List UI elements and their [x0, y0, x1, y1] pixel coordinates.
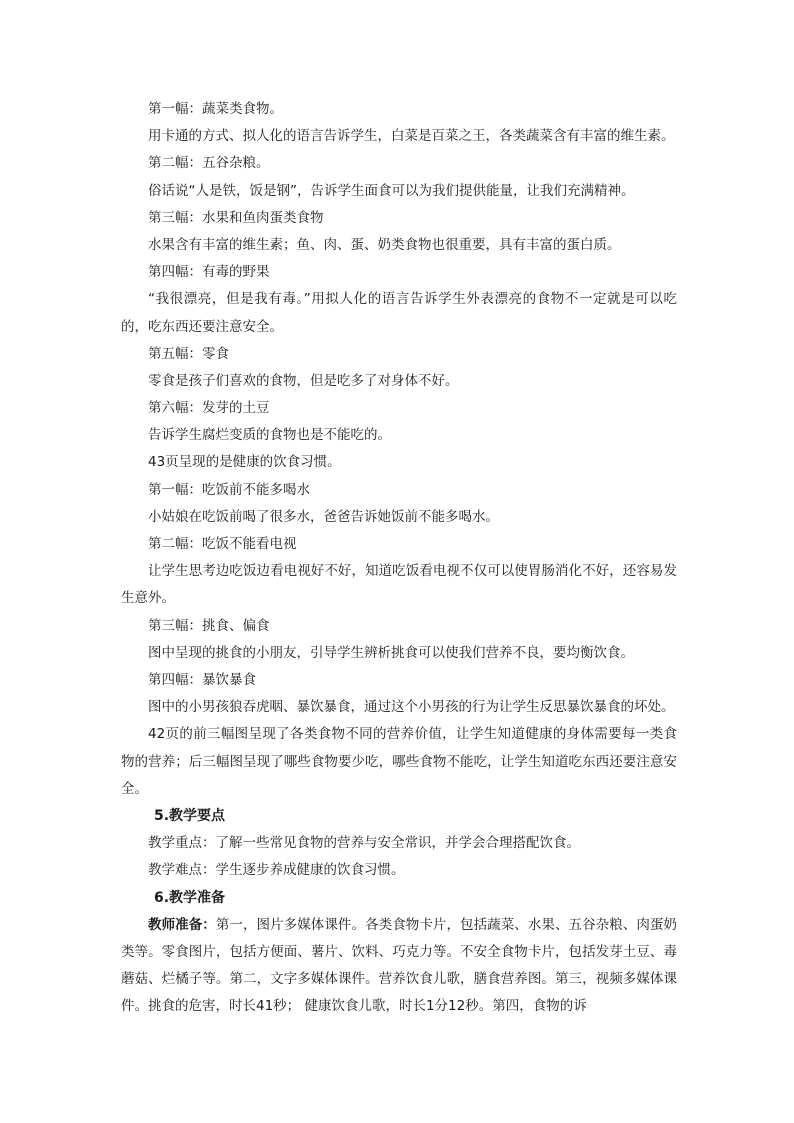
paragraph-wrapped: 42页的前三幅图呈现了各类食物不同的营养价值，让学生知道健康的身体需要每一类食物的营养；后三幅图呈现了哪些食物要少吃，哪些食物不能吃，让学生知道吃东西还要注意安全。 — [121, 726, 677, 797]
section-heading: 6.教学准备 — [154, 889, 226, 906]
paragraph-line: 第五幅：零食 — [148, 345, 229, 362]
paragraph-wrapped: “我很漂亮，但是我有毒。”用拟人化的语言告诉学生外表漂亮的食物不一定就是可以吃的，吃东西还要注意安全。 — [121, 291, 677, 335]
document-body — [121, 96, 677, 1021]
paragraph-line: 水果含有丰富的维生素；鱼、肉、蛋、奶类食物也很重要，具有丰富的蛋白质。 — [148, 236, 621, 253]
teacher-prep-label: 教师准备： — [148, 916, 216, 933]
paragraph-line: 第一幅：吃饭前不能多喝水 — [148, 481, 310, 498]
paragraph-line: 第一幅：蔬菜类食物。 — [148, 101, 283, 117]
paragraph-line: 教学难点：学生逐步养成健康的饮食习惯。 — [148, 862, 405, 879]
paragraph-line: 第四幅：暴饮暴食 — [148, 672, 256, 688]
paragraph-line: 第三幅：水果和鱼肉蛋类食物 — [148, 209, 324, 226]
paragraph-line: 俗话说“人是铁，饭是钢”，告诉学生面食可以为我们提供能量，让我们充满精神。 — [148, 182, 635, 199]
paragraph-line: 第二幅：吃饭不能看电视 — [148, 536, 297, 553]
teacher-prep-text: 第一，图片多媒体课件。各类食物卡片，包括蔬菜、水果、五谷杂粮、肉蛋奶类等。零食图片，包括方便面、薯片、饮料、巧克力等。不安全食物卡片，包括发芽土豆、毒蘑菇、烂橘子等。第二，文字多媒体课件。营养饮食儿歌，膳食营养图。第三，视频多媒体课件。挑食的危害，时长41秒； 健康饮食儿歌，时长1分12秒。第四，食物的诉 — [121, 916, 678, 1015]
paragraph-line: 零食是孩子们喜欢的食物，但是吃多了对身体不好。 — [148, 372, 459, 389]
paragraph-wrapped — [121, 912, 677, 1021]
paragraph-line: 图中呈现的挑食的小朋友，引导学生辨析挑食可以使我们营养不良，要均衡饮食。 — [148, 644, 634, 661]
paragraph-line: 图中的小男孩狼吞虎咽、暴饮暴食，通过这个小男孩的行为让学生反思暴饮暴食的坏处。 — [148, 699, 675, 716]
paragraph-line: 第六幅：发芽的土豆 — [148, 400, 270, 417]
paragraph-line: 教学重点：了解一些常见食物的营养与安全常识，并学会合理搭配饮食。 — [148, 835, 580, 852]
paragraph-line: 小姑娘在吃饭前喝了很多水，爸爸告诉她饭前不能多喝水。 — [148, 508, 499, 525]
paragraph-line: 第三幅：挑食、偏食 — [148, 617, 270, 634]
section-heading: 5.教学要点 — [154, 807, 226, 824]
paragraph-wrapped: 让学生思考边吃饭边看电视好不好，知道吃饭看电视不仅可以使胃肠消化不好，还容易发生意外。 — [121, 563, 677, 607]
paragraph-line: 第二幅：五谷杂粮。 — [148, 155, 270, 172]
paragraph-line: 43页呈现的是健康的饮食习惯。 — [148, 454, 341, 471]
paragraph-line: 告诉学生腐烂变质的食物也是不能吃的。 — [148, 427, 391, 444]
paragraph-line: 第四幅：有毒的野果 — [148, 264, 270, 281]
paragraph-line: 用卡通的方式、拟人化的语言告诉学生，白菜是百菜之王，各类蔬菜含有丰富的维生素。 — [148, 128, 675, 145]
